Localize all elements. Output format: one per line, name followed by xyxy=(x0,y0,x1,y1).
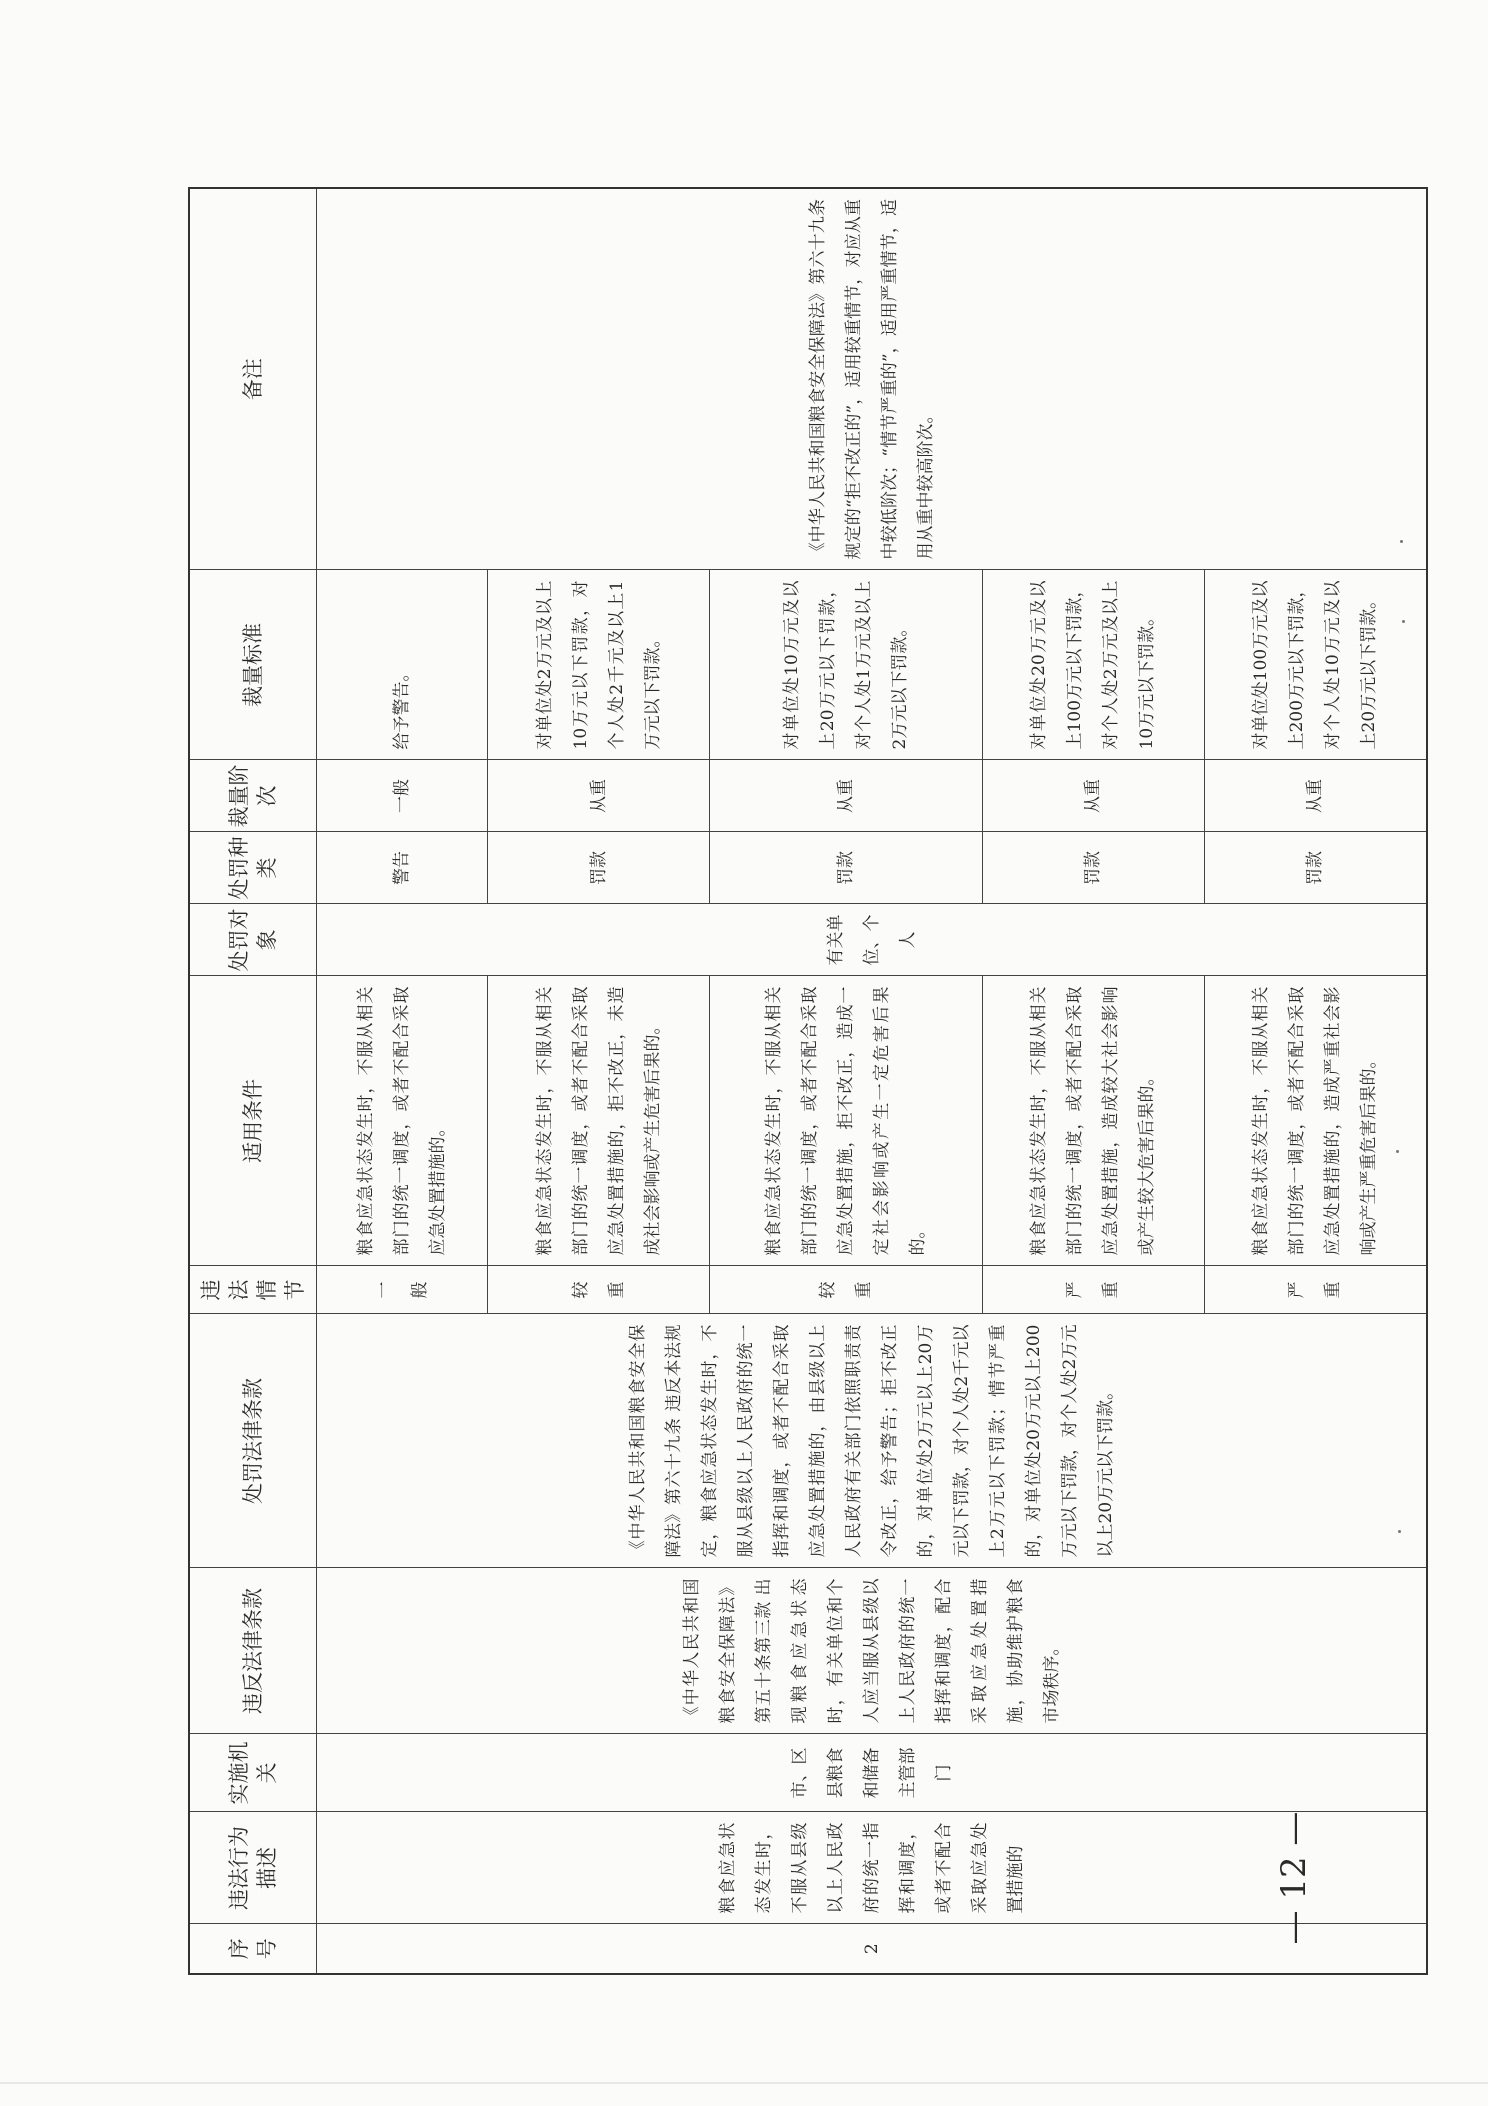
cell-standard: 给予警告。 xyxy=(317,570,488,760)
cell-standard: 对单位处100万元及以上200万元以下罚款，对个人处10万元及以上20万元以下罚款。 xyxy=(1204,570,1427,760)
cell-level: 从重 xyxy=(710,760,983,832)
cell-penalty-type: 警告 xyxy=(317,832,488,904)
cell-circumstance: 较重 xyxy=(488,1266,710,1314)
header-seq: 序号 xyxy=(189,1924,317,1974)
scan-speck xyxy=(1402,620,1405,623)
cell-penalty-clause: 《中华人民共和国粮食安全保障法》第六十九条 违反本法规定，粮食应急状态发生时，不服从县级以上人民政府的统一指挥和调度，或者不配合采取应急处置措施的，由县级以上人民政府有关部门依照职责责令改正，给予警告；拒不改正的，对单位处2万元以上20万元以下罚款，对个人处2千元以上2万元以下罚款；情节严重的，对单位处20万元以上200万元以下罚款，对个人处2万元以上20万元以下罚款。 xyxy=(317,1314,1428,1568)
cell-condition: 粮食应急状态发生时，不服从相关部门的统一调度，或者不配合采取应急处置措施的，造成严重社会影响或产生严重危害后果的。 xyxy=(1204,976,1427,1266)
cell-penalty-type: 罚款 xyxy=(488,832,710,904)
page-number xyxy=(1264,1811,1404,1948)
scan-speck xyxy=(1398,1530,1401,1533)
cell-penalty-type: 罚款 xyxy=(1204,832,1427,904)
page-number-label: — 12 — xyxy=(1274,1811,1314,1945)
cell-violated-clause: 《中华人民共和国粮食安全保障法》第五十条第三款 出现粮食应急状态时，有关单位和个人应当服从县级以上人民政府的统一指挥和调度，配合采取应急处置措施，协助维护粮食市场秩序。 xyxy=(317,1568,1428,1734)
header-behavior: 违法行为描述 xyxy=(189,1812,317,1924)
cell-level: 从重 xyxy=(982,760,1204,832)
header-penalty-clause: 处罚法律条款 xyxy=(189,1314,317,1568)
cell-agency: 市、区县粮食和储备主管部门 xyxy=(317,1734,1428,1812)
cell-remark: 《中华人民共和国粮食安全保障法》第六十九条规定的“拒不改正的”，适用较重情节，对应从重中较低阶次；“情节严重的”，适用严重情节，适用从重中较高阶次。 xyxy=(317,188,1428,570)
header-violated-clause: 违反法律条款 xyxy=(189,1568,317,1734)
cell-level: 从重 xyxy=(488,760,710,832)
cell-condition: 粮食应急状态发生时，不服从相关部门的统一调度，或者不配合采取应急处置措施，造成较大社会影响或产生较大危害后果的。 xyxy=(982,976,1204,1266)
header-standard: 裁量标准 xyxy=(189,570,317,760)
header-penalty-type: 处罚种类 xyxy=(189,832,317,904)
header-remark: 备注 xyxy=(189,188,317,570)
cell-seq: 2 xyxy=(317,1924,1428,1974)
cell-condition: 粮食应急状态发生时，不服从相关部门的统一调度，或者不配合采取应急处置措施的。 xyxy=(317,976,488,1266)
cell-standard: 对单位处2万元及以上10万元以下罚款，对个人处2千元及以上1万元以下罚款。 xyxy=(488,570,710,760)
table-row xyxy=(317,188,488,1974)
cell-target: 有关单位、个人 xyxy=(317,904,1428,976)
cell-condition: 粮食应急状态发生时，不服从相关部门的统一调度，或者不配合采取应急处置措施，拒不改正，造成一定社会影响或产生一定危害后果的。 xyxy=(710,976,983,1266)
scan-speck xyxy=(1400,540,1403,543)
cell-standard: 对单位处20万元及以上100万元以下罚款，对个人处2万元及以上10万元以下罚款。 xyxy=(982,570,1204,760)
header-agency: 实施机关 xyxy=(189,1734,317,1812)
cell-circumstance: 严重 xyxy=(982,1266,1204,1314)
cell-circumstance: 一般 xyxy=(317,1266,488,1314)
cell-level: 从重 xyxy=(1204,760,1427,832)
scan-edge xyxy=(0,2082,1488,2084)
header-circumstance: 违法情节 xyxy=(189,1266,317,1314)
cell-standard: 对单位处10万元及以上20万元以下罚款，对个人处1万元及以上2万元以下罚款。 xyxy=(710,570,983,760)
header-level: 裁量阶次 xyxy=(189,760,317,832)
cell-penalty-type: 罚款 xyxy=(982,832,1204,904)
cell-level: 一般 xyxy=(317,760,488,832)
header-condition: 适用条件 xyxy=(189,976,317,1266)
cell-condition: 粮食应急状态发生时，不服从相关部门的统一调度，或者不配合采取应急处置措施的，拒不改正，未造成社会影响或产生危害后果的。 xyxy=(488,976,710,1266)
header-target: 处罚对象 xyxy=(189,904,317,976)
scan-speck xyxy=(1396,1150,1399,1153)
cell-penalty-type: 罚款 xyxy=(710,832,983,904)
cell-behavior: 粮食应急状态发生时，不服从县级以上人民政府的统一指挥和调度，或者不配合采取应急处置措施的 xyxy=(317,1812,1428,1924)
penalty-discretion-table xyxy=(188,187,1428,1975)
cell-circumstance: 严重 xyxy=(1204,1266,1427,1314)
rotated-page-content xyxy=(188,189,1428,1975)
table-header-row xyxy=(189,188,317,1974)
cell-circumstance: 较重 xyxy=(710,1266,983,1314)
